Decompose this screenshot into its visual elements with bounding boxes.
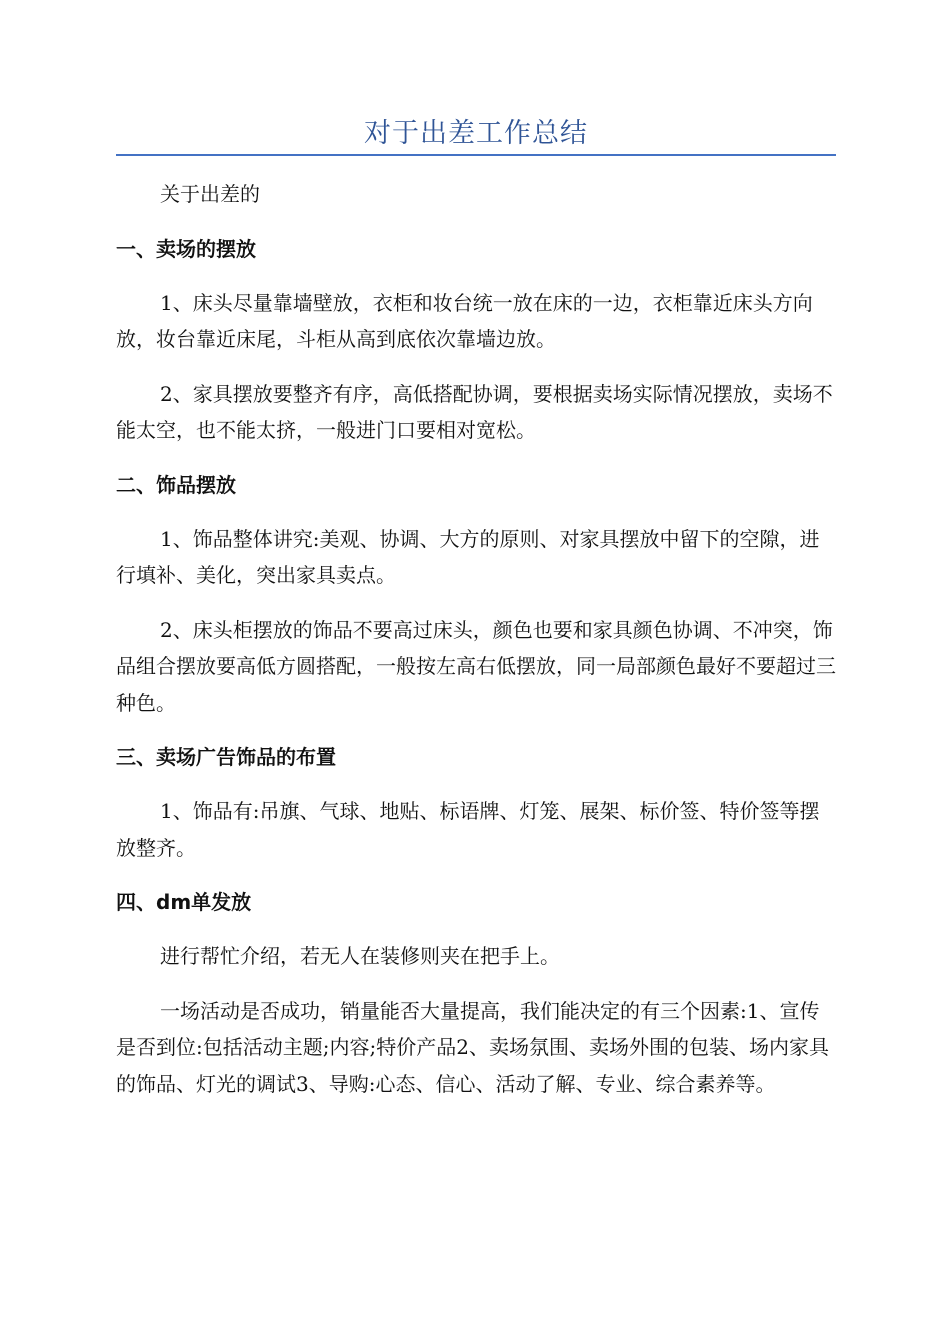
section-4-paragraph-1: 进行帮忙介绍，若无人在装修则夹在把手上。: [160, 944, 560, 968]
section-1-paragraph-1: 1、床头尽量靠墙壁放，衣柜和妆台统一放在床的一边，衣柜靠近床头方向放，妆台靠近床尾，斗柜从高到底依次靠墙边放。: [116, 290, 813, 351]
section-heading-2: 二、饰品摆放: [116, 472, 236, 497]
section-heading-3: 三、卖场广告饰品的布置: [116, 745, 336, 769]
section-heading-4: 四、dm单发放: [116, 890, 252, 914]
document-body: [116, 176, 836, 1120]
section-3-paragraph-1: 1、饰品有:吊旗、气球、地贴、标语牌、灯笼、展架、标价签、特价签等摆放整齐。: [116, 799, 820, 860]
intro-paragraph: 关于出差的: [160, 182, 260, 206]
title-underline: [116, 154, 836, 156]
section-2-paragraph-2: 2、床头柜摆放的饰品不要高过床头，颜色也要和家具颜色协调、不冲突，饰品组合摆放要高低方圆搭配，一般按左高右低摆放，同一局部颜色最好不要超过三种色。: [116, 617, 836, 715]
section-1-paragraph-2: 2、家具摆放要整齐有序，高低搭配协调，要根据卖场实际情况摆放，卖场不能太空，也不能太挤，一般进门口要相对宽松。: [116, 381, 833, 442]
section-heading-1: 一、卖场的摆放: [116, 236, 256, 261]
section-2-paragraph-1: 1、饰品整体讲究:美观、协调、大方的原则、对家具摆放中留下的空隙，进行填补、美化，突出家具卖点。: [116, 526, 820, 587]
document-title: 对于出差工作总结: [364, 118, 588, 149]
section-4-paragraph-2: 一场活动是否成功，销量能否大量提高，我们能决定的有三个因素:1、宣传是否到位:包括活动主题;内容;特价产品2、卖场氛围、卖场外围的包装、场内家具的饰品、灯光的调试3、导购:心态、信心、活动了解、专业、综合素养等。: [116, 998, 829, 1096]
